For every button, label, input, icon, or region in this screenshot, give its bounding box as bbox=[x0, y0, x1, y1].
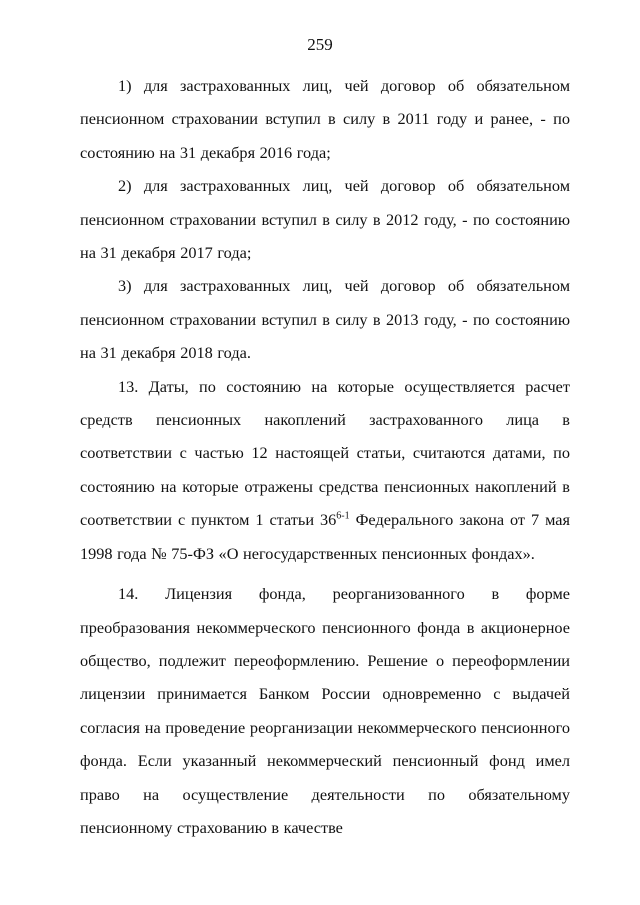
article-superscript: 6-1 bbox=[336, 510, 350, 522]
paragraph-13-text-continued: Федерального закона от 7 мая 1998 года № 75-ФЗ «О негосударственных пенсионных фондах». bbox=[80, 510, 570, 563]
document-body bbox=[80, 69, 570, 844]
page-number: 259 bbox=[307, 35, 333, 54]
paragraph-item-2: 2) для застрахованных лиц, чей договор об обязательном пенсионном страховании вступил в силу в 2012 году, - по состоянию на 31 декабря 2017 года; bbox=[80, 176, 570, 263]
paragraph-13 bbox=[80, 370, 570, 570]
paragraph-14: 14. Лицензия фонда, реорганизованного в форме преобразования некоммерческого пенсионного фонда в акционерное общество, подлежит переоформлению. Решение о переоформлении лицензии принимается Банком России одновременно с выдачей согласия на проведение реорганизации некоммерческого пенсионного фонда. Если указанный некоммерческий пенсионный фонд имел право на осуществление деятельности по обязательному пенсионному страхованию в качестве bbox=[80, 584, 570, 837]
paragraph-13-text: 13. Даты, по состоянию на которые осуществляется расчет средств пенсионных накоплений застрахованного лица в соответствии с частью 12 настоящей статьи, считаются датами, по состоянию на которые отражены средства пенсионных накоплений в соответствии с пунктом 1 статьи 36 bbox=[80, 376, 570, 530]
paragraph-item-1: 1) для застрахованных лиц, чей договор об обязательном пенсионном страховании вступил в силу в 2011 году и ранее, - по состоянию на 31 декабря 2016 года; bbox=[80, 76, 570, 162]
paragraph-item-3: 3) для застрахованных лиц, чей договор об обязательном пенсионном страховании вступил в силу в 2013 году, - по состоянию на 31 декабря 2018 года. bbox=[80, 276, 570, 363]
